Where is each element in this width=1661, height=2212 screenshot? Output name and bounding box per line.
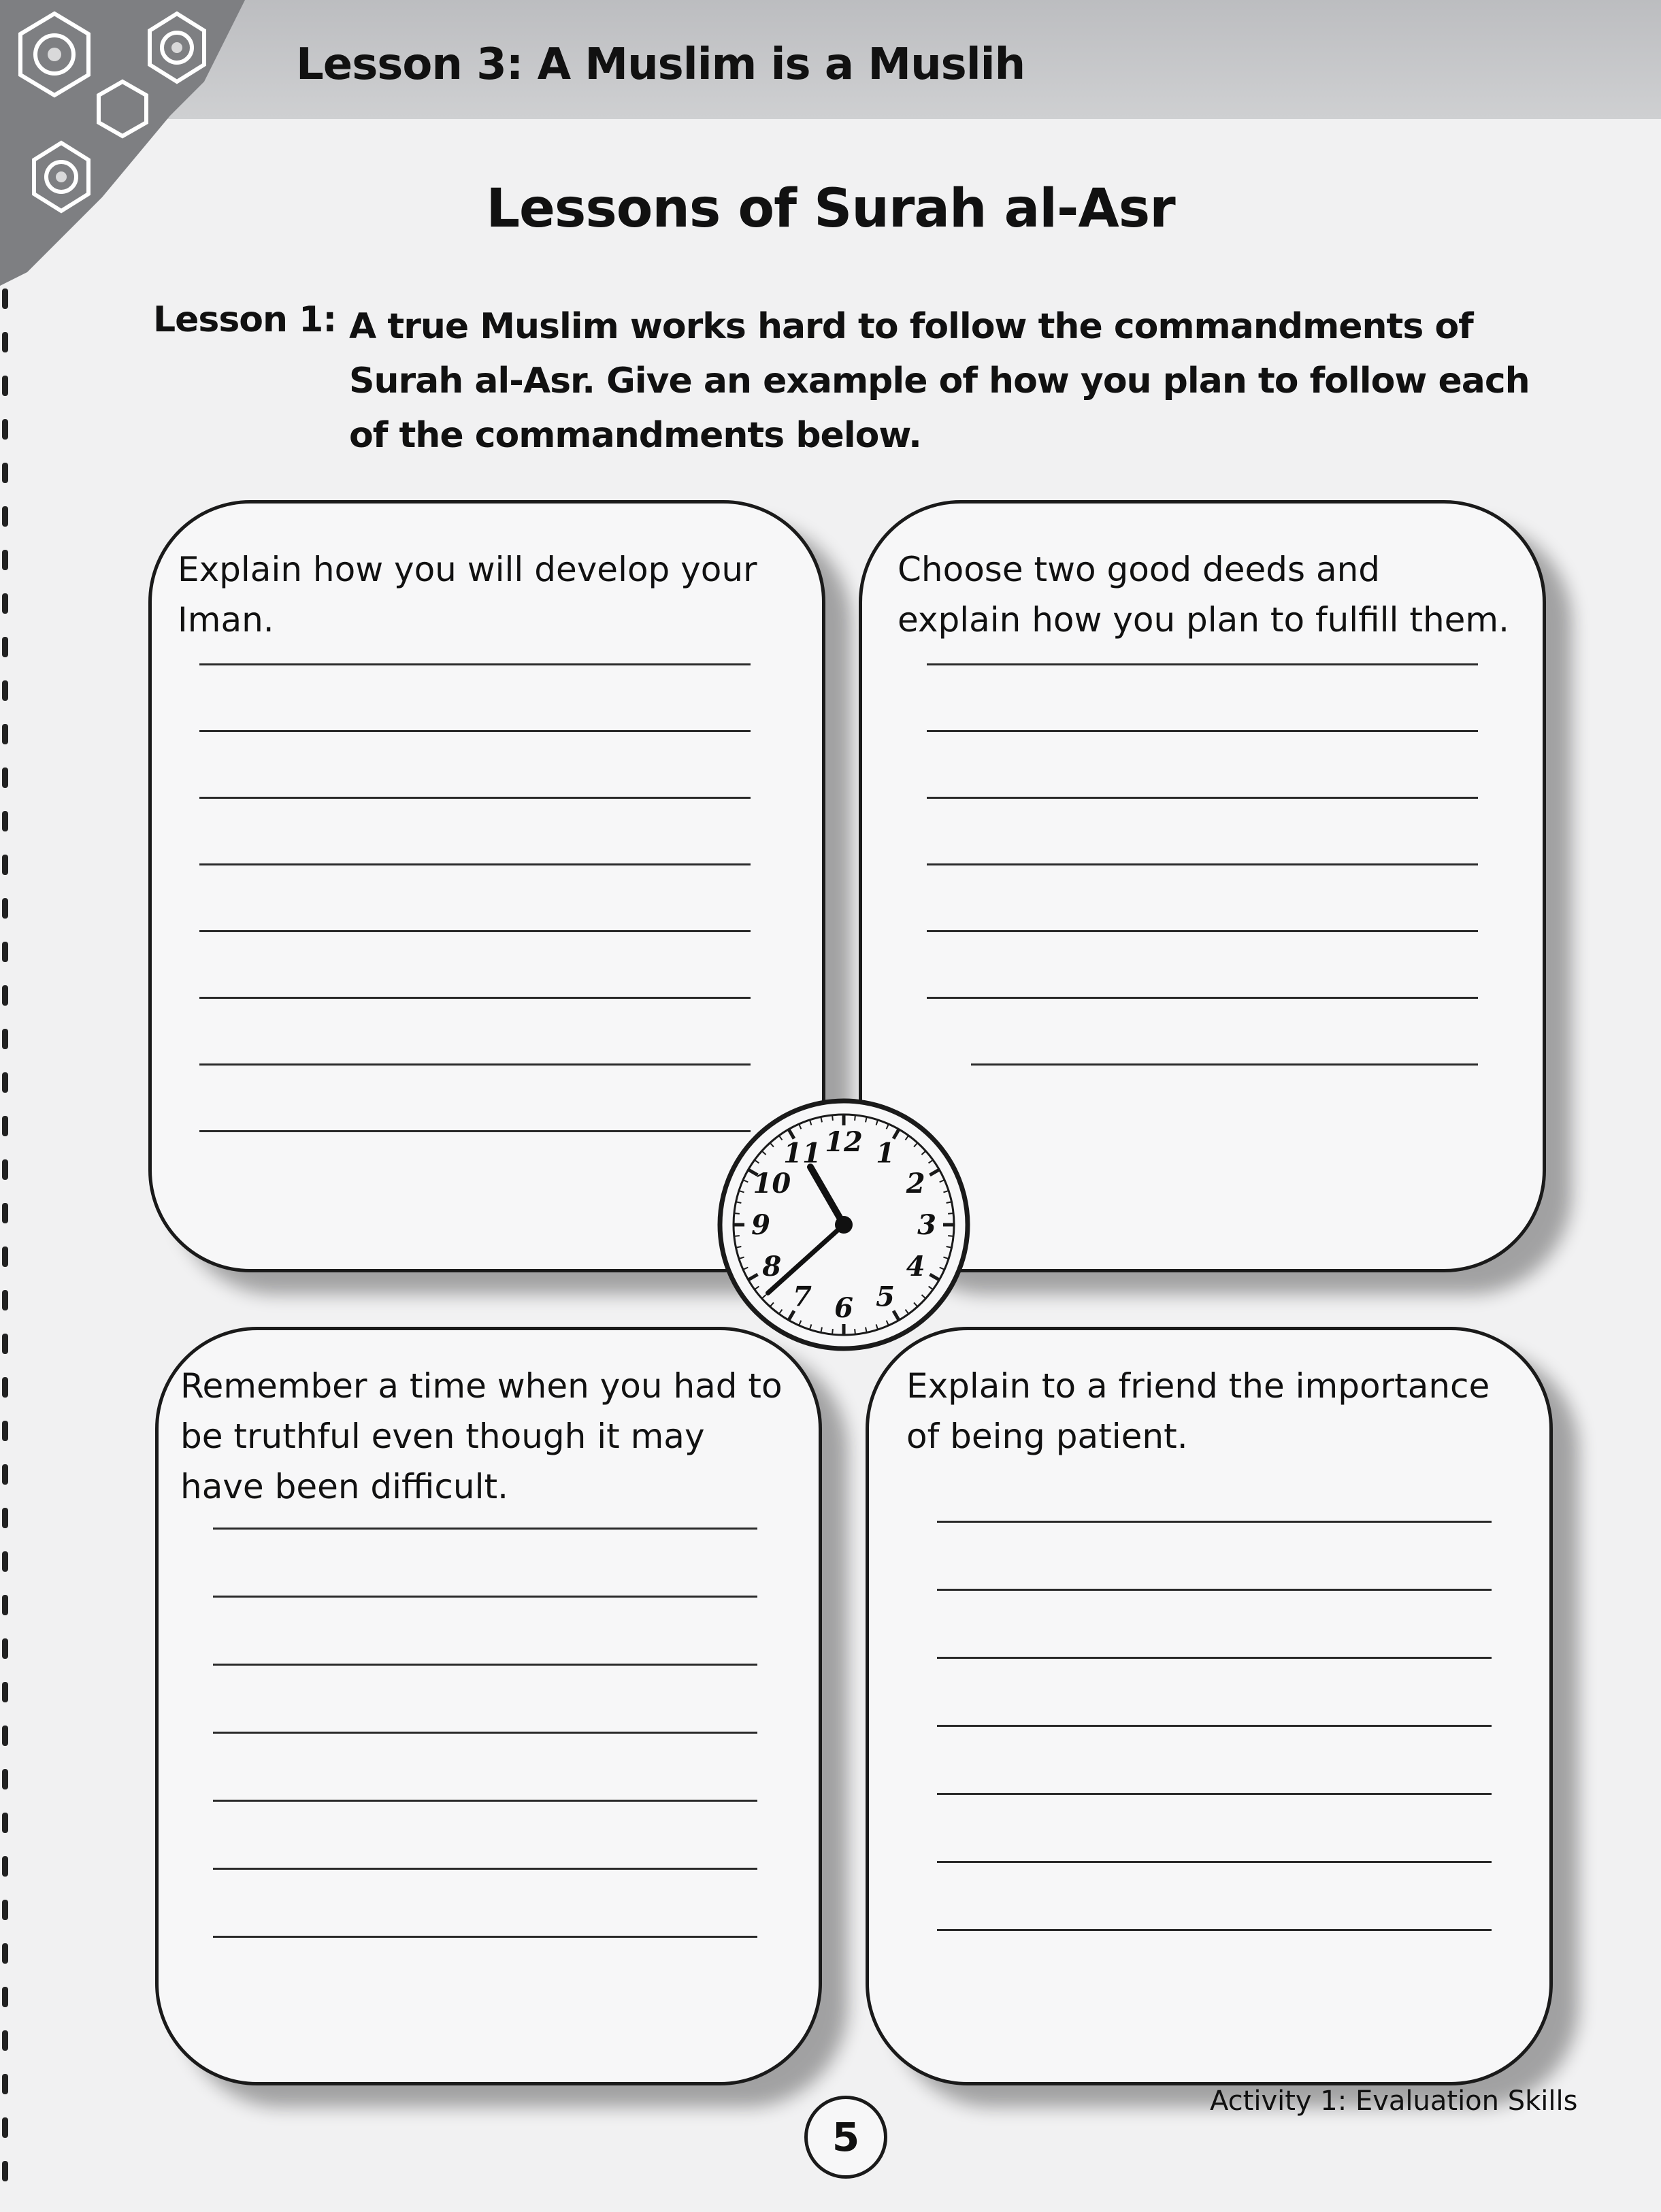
spiral-coil [2,1159,8,1180]
spiral-coil [2,1551,8,1572]
spiral-coil [2,724,8,744]
spiral-coil [2,463,8,483]
answer-line[interactable] [199,797,751,799]
answer-line[interactable] [213,1868,757,1870]
patience-box [866,1327,1553,2085]
clock-icon [714,1095,973,1354]
box-prompt: Explain how you will develop your Iman. [178,550,757,640]
clock-numeral: 10 [753,1168,791,1200]
box-prompt: Choose two good deeds and explain how you plan to fulfill them. [898,550,1509,640]
spiral-coil [2,1595,8,1615]
spiral-coil [2,506,8,527]
answer-line[interactable] [199,730,751,732]
clock-numeral: 8 [762,1251,782,1283]
answer-line[interactable] [199,997,751,999]
clock-tick [734,1213,740,1214]
spiral-coil [2,1856,8,1877]
clock-tick [948,1213,953,1214]
spiral-coil [2,1203,8,1223]
spiral-coil [2,593,8,614]
answer-line[interactable] [927,930,1478,932]
answer-line[interactable] [927,730,1478,732]
spiral-coil [2,637,8,657]
spiral-coil [2,1813,8,1833]
answer-line[interactable] [213,1528,757,1530]
answer-line[interactable] [927,863,1478,865]
lesson-header: Lesson 3: A Muslim is a Muslih [296,39,1025,90]
answer-line[interactable] [213,1664,757,1666]
page-number: 5 [804,2096,887,2179]
spiral-coil [2,1769,8,1789]
spiral-coil [2,985,8,1006]
answer-line[interactable] [927,997,1478,999]
spiral-coil [2,942,8,962]
activity-label: Activity 1: Evaluation Skills [1210,2085,1578,2117]
answer-line[interactable] [927,797,1478,799]
spiral-coil [2,1334,8,1354]
answer-line[interactable] [199,863,751,865]
answer-line[interactable] [937,1657,1492,1659]
clock-numeral: 6 [834,1292,853,1324]
answer-line[interactable] [199,1063,751,1066]
spiral-coil [2,1987,8,2007]
clock-numeral: 12 [825,1126,863,1158]
geometric-ornament-icon [0,0,272,286]
clock-tick [832,1329,833,1334]
spiral-coil [2,1900,8,1920]
spiral-coil [2,1072,8,1093]
spiral-coil [2,2030,8,2051]
spiral-coil [2,680,8,701]
spiral-coil [2,1116,8,1136]
spiral-coil [2,1421,8,1441]
clock-tick [832,1115,833,1121]
answer-line[interactable] [937,1521,1492,1523]
spiral-coil [2,1377,8,1398]
clock-numeral: 11 [783,1137,821,1170]
answer-line[interactable] [937,1861,1492,1863]
clock-numeral: 9 [751,1209,770,1241]
spiral-coil [2,2074,8,2094]
spiral-coil [2,2117,8,2138]
spiral-coil [2,332,8,352]
clock-numeral: 1 [876,1137,895,1170]
spiral-coil [2,855,8,875]
answer-line[interactable] [937,1725,1492,1727]
answer-line[interactable] [213,1732,757,1734]
answer-line[interactable] [971,1063,1478,1066]
answer-line[interactable] [213,1596,757,1598]
answer-line[interactable] [199,1130,751,1132]
spiral-coil [2,550,8,570]
spiral-coil [2,1464,8,1485]
box-prompt: Explain to a friend the importance of being patient. [906,1366,1490,1456]
answer-line[interactable] [213,1936,757,1938]
box-prompt: Remember a time when you had to be truthful even though it may have been difficult. [180,1366,783,1506]
spiral-coil [2,376,8,396]
spiral-coil [2,898,8,919]
clock-numeral: 4 [906,1251,925,1283]
spiral-coil [2,2161,8,2181]
answer-line[interactable] [199,663,751,665]
spiral-coil [2,1682,8,1702]
clock-numeral: 7 [793,1281,812,1313]
spiral-coil [2,811,8,831]
instruction-text: A true Muslim works hard to follow the commandments of Surah al-Asr. Give an example of how you plan to follow each of the commandments below. [349,306,1530,456]
answer-line[interactable] [213,1800,757,1802]
clock-numeral: 3 [917,1209,936,1241]
truthful-box [155,1327,822,2085]
spiral-coil [2,1726,8,1746]
spiral-coil [2,288,8,309]
answer-line[interactable] [937,1589,1492,1591]
clock-numeral: 2 [906,1168,925,1200]
answer-line[interactable] [927,663,1478,665]
spiral-coil [2,1508,8,1528]
spiral-coil [2,1943,8,1964]
answer-line[interactable] [937,1929,1492,1931]
spiral-coil [2,767,8,788]
instruction-label: Lesson 1: [153,299,337,340]
spiral-coil [2,419,8,440]
page-title: Lessons of Surah al-Asr [486,178,1175,240]
answer-line[interactable] [937,1793,1492,1795]
clock-numeral: 5 [876,1281,895,1313]
spiral-coil [2,1638,8,1659]
spiral-binding [0,0,27,2212]
spiral-coil [2,1029,8,1049]
spiral-coil [2,1247,8,1267]
spiral-coil [2,1290,8,1310]
answer-line[interactable] [199,930,751,932]
